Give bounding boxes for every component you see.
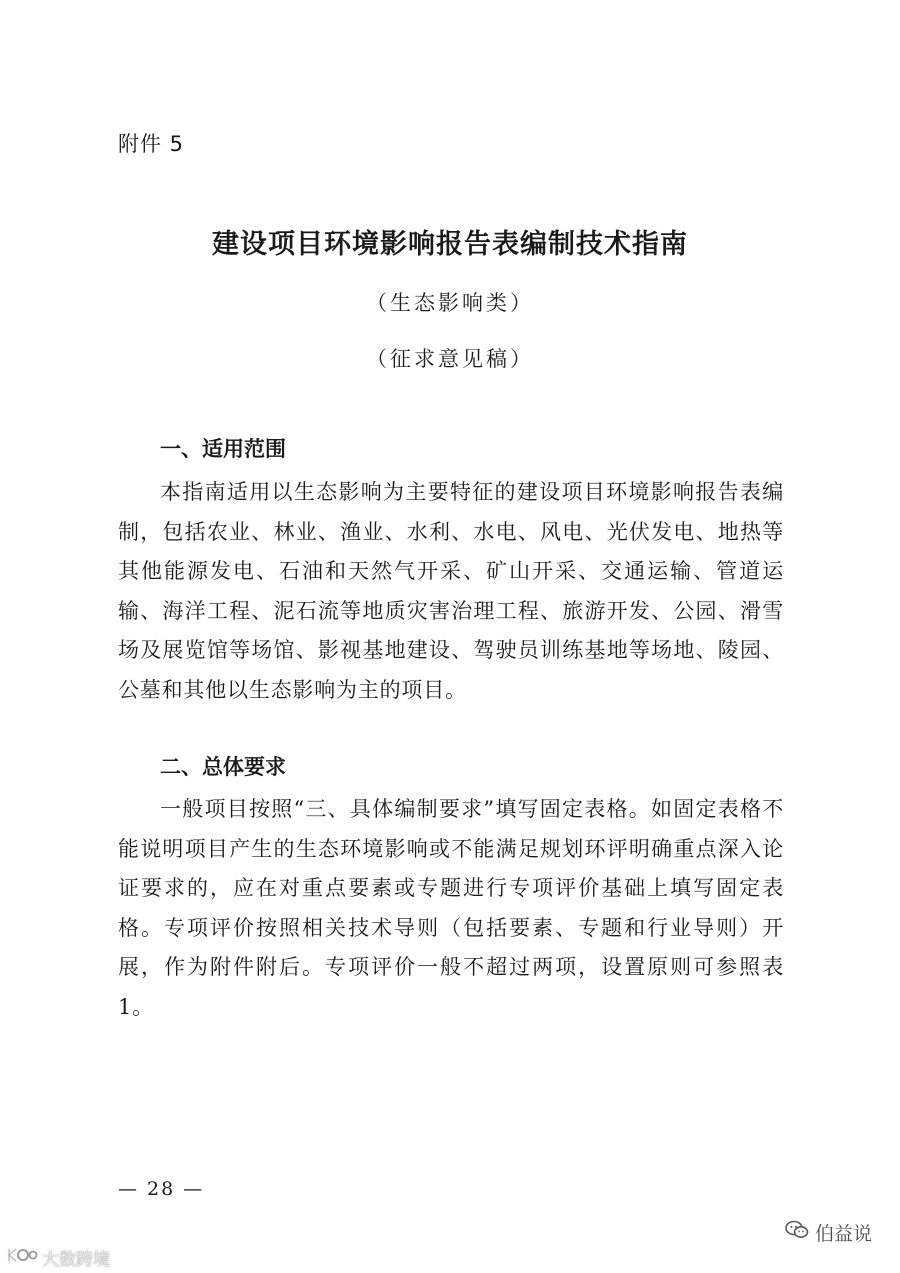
- section-heading-scope: 一、适用范围: [160, 437, 286, 461]
- page-number: — 28 —: [118, 1178, 205, 1200]
- wechat-icon: [785, 1220, 809, 1245]
- subtitle-status: （征求意见稿）: [366, 347, 534, 371]
- watermark-right-text: 伯益说: [814, 1223, 872, 1245]
- section-paragraph-scope: 本指南适用以生态影响为主要特征的建设项目环境影响报告表编制，包括农业、林业、渔业、水利、水电、风电、光伏发电、地热等其他能源发电、石油和天然气开采、矿山开采、交通运输、管道运输、海洋工程、泥石流等地质灾害治理工程、旅游开发、公园、滑雪场及展览馆等场馆、影视基地建设、驾驶员训练基地等场地、陵园、公墓和其他以生态影响为主的项目。: [118, 480, 784, 702]
- watermark-left-text: 大数跨境: [42, 1250, 110, 1270]
- section-paragraph-general: 一般项目按照“三、具体编制要求”填写固定表格。如固定表格不能说明项目产生的生态环境影响或不能满足规划环评明确重点深入论证要求的，应在对重点要素或专题进行专项评价基础上填写固定表格。专项评价按照相关技术导则（包括要素、专题和行业导则）开展，作为附件附后。专项评价一般不超过两项，设置原则可参照表 1。: [118, 797, 784, 1019]
- brand-logo-icon: [6, 1245, 38, 1270]
- section-heading-general: 二、总体要求: [160, 755, 286, 779]
- subtitle-category: （生态影响类）: [366, 291, 534, 315]
- watermark-right: [785, 1219, 872, 1246]
- document-title: 建设项目环境影响报告表编制技术指南: [212, 229, 688, 260]
- attachment-label: 附件 5: [118, 132, 185, 156]
- watermark-left: [6, 1245, 110, 1270]
